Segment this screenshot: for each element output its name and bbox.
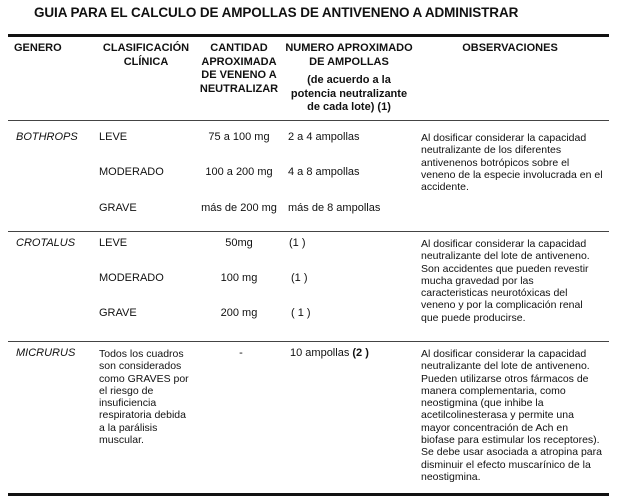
ampollas-cell: más de 8 ampollas <box>288 202 381 214</box>
document-title: GUIA PARA EL CALCULO DE AMPOLLAS DE ANTIVENENO A ADMINISTRAR <box>34 5 519 20</box>
ampollas-value: 10 ampollas <box>290 347 350 359</box>
header-numero-note-line: (de acuerdo a la <box>307 74 391 86</box>
cantidad-cell: más de 200 mg <box>201 202 277 214</box>
ampollas-cell: (1 ) <box>291 272 308 284</box>
header-rule <box>8 120 609 121</box>
header-numero-note-line: de cada lote) (1) <box>307 101 391 113</box>
cantidad-cell: - <box>239 347 243 359</box>
ampollas-cell: ( 1 ) <box>291 307 311 319</box>
observaciones-cell: Al dosificar considerar la capacidad neutralizante del lote de antiveneno. Son accidentes que pueden revestir mucha gravedad por las caracteristicas neurotóxicas del veneno y por la complicación renal que puede producirse. <box>421 238 590 324</box>
cantidad-cell: 200 mg <box>220 307 258 319</box>
table-bottom-rule <box>8 493 609 496</box>
header-cantidad-line: DE VENENO A <box>201 69 277 81</box>
clasificacion-cell: GRAVE <box>99 202 137 214</box>
cantidad-cell: 100 a 200 mg <box>205 166 273 178</box>
header-clasificacion-line: CLÍNICA <box>123 55 169 68</box>
observaciones-cell: Al dosificar considerar la capacidad neutralizante de los diferentes antivenenos botrópicos sobre el veneno de la especie involucrada en el accidente. <box>421 132 603 194</box>
ampollas-cell: (1 ) <box>289 237 306 249</box>
header-cantidad <box>198 42 280 96</box>
observaciones-cell: Al dosificar considerar la capacidad neutralizante del lote de antiveneno. Pueden utilizarse otros fármacos de manera complementaria, como neostigmina (que inhibe la acetilcolinesterasa y permite una mayor concentración de Ach en biofase para estimular los receptores). Se debe usar asociada a atropina para disminuir el efecto muscarínico de la neostigmina. <box>421 348 602 483</box>
ampollas-cell: 2 a 4 ampollas <box>288 131 360 143</box>
header-clasificacion-line: CLASIFICACIÓN <box>102 42 190 54</box>
clasificacion-cell: MODERADO <box>99 272 164 284</box>
cantidad-cell: 50mg <box>225 237 253 249</box>
cantidad-cell: 75 a 100 mg <box>208 131 270 143</box>
genero-micrurus: MICRURUS <box>16 347 76 359</box>
header-numero <box>284 42 414 115</box>
clasificacion-cell: LEVE <box>99 131 128 143</box>
clasificacion-cell: LEVE <box>99 237 128 249</box>
clasificacion-cell: Todos los cuadros son considerados como GRAVES por el riesgo de insuficiencia respiratoria debida a la parálisis muscular. <box>99 348 189 447</box>
clasificacion-cell: GRAVE <box>99 307 137 319</box>
genero-bothrops: BOTHROPS <box>16 131 78 143</box>
header-cantidad-line: APROXIMADA <box>201 55 277 68</box>
cantidad-cell: 100 mg <box>220 272 258 284</box>
table-top-rule <box>8 34 609 37</box>
header-numero-line: NUMERO APROXIMADO <box>285 42 413 54</box>
row-rule <box>8 341 609 342</box>
row-rule <box>8 231 609 232</box>
header-cantidad-line: NEUTRALIZAR <box>199 82 279 95</box>
header-genero: GENERO <box>14 42 62 54</box>
genero-crotalus: CROTALUS <box>16 237 76 249</box>
header-clasificacion <box>96 42 196 69</box>
header-observaciones: OBSERVACIONES <box>462 42 558 54</box>
header-numero-note-line: potencia neutralizante <box>290 87 408 100</box>
ampollas-cell: 4 a 8 ampollas <box>288 166 360 178</box>
ampollas-cell <box>290 347 369 361</box>
header-cantidad-line: CANTIDAD <box>210 42 268 54</box>
ampollas-note: (2 ) <box>352 347 369 359</box>
header-numero-line: DE AMPOLLAS <box>309 55 389 68</box>
clasificacion-cell: MODERADO <box>99 166 164 178</box>
